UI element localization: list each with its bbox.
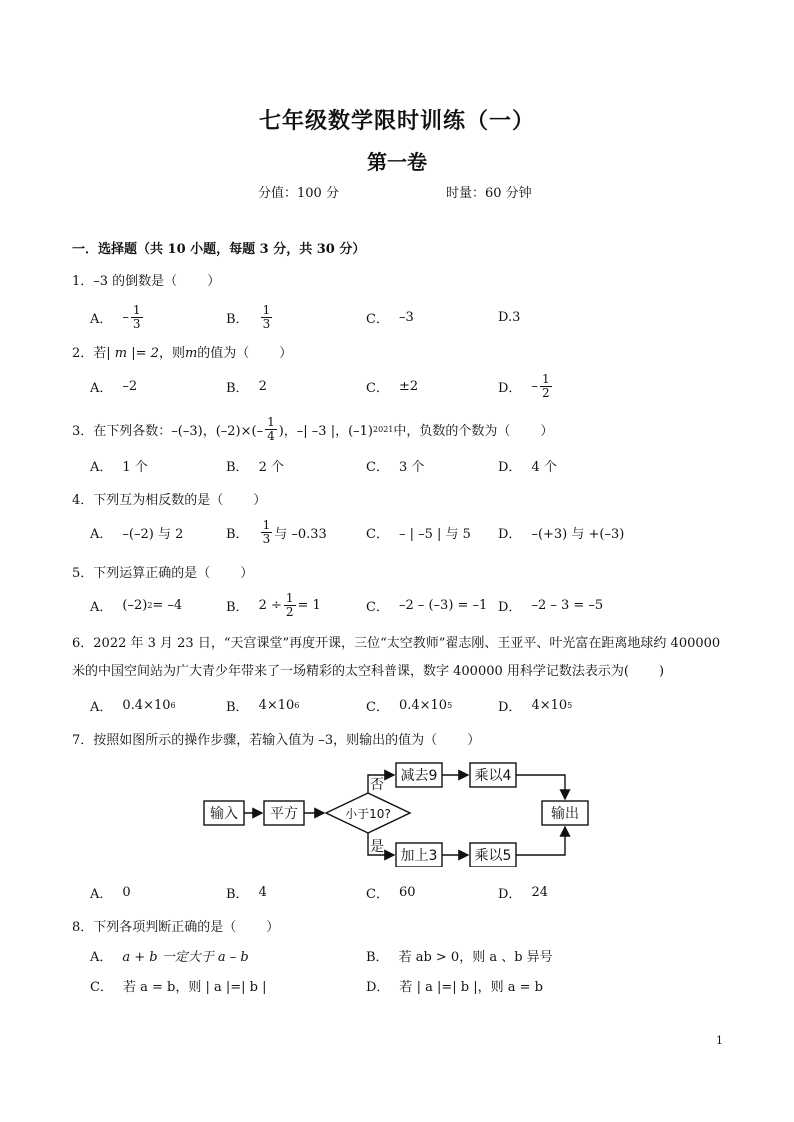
option-a[interactable]: A． – $\frac{1}{3}$ bbox=[90, 302, 141, 331]
page-title: 七年级数学限时训练（一） bbox=[258, 108, 535, 134]
question-8-options-row2 bbox=[90, 970, 730, 1000]
question-7-stem: 7．按照如图所示的操作步骤，若输入值为 –3，则输出的值为（ ） bbox=[72, 733, 481, 748]
option-c[interactable]: C． 0.4×10 5 bbox=[366, 697, 453, 715]
question-4-options bbox=[90, 517, 730, 547]
flow-output-label: 输出 bbox=[551, 806, 579, 822]
option-d[interactable]: D． 4 个 bbox=[498, 459, 557, 475]
fraction: $\frac{1}{3}$ bbox=[132, 302, 141, 331]
question-7-options bbox=[90, 877, 730, 907]
question-3-stem: 3．在下列各数： –(–3)，(–2)×(– $\frac{1}{4}$ )，–| –3 |，(–1) 2021 中，负数的个数为（ ） bbox=[72, 414, 554, 443]
option-a[interactable]: A． –2 bbox=[90, 378, 138, 396]
option-b[interactable]: B． $\frac{1}{3}$ 与 –0.33 bbox=[226, 517, 327, 546]
flow-multiply5-label: 乘以5 bbox=[474, 848, 512, 864]
page-number: 1 bbox=[716, 1034, 723, 1047]
option-a[interactable]: A． (–2) 2 = –4 bbox=[90, 597, 183, 615]
option-d[interactable]: D． 4×10 5 bbox=[498, 697, 573, 715]
option-b[interactable]: B． 2 个 bbox=[226, 459, 284, 475]
option-d[interactable]: D． –(+3) 与 +(–3) bbox=[498, 526, 625, 542]
question-5-options bbox=[90, 590, 730, 620]
question-6-options bbox=[90, 690, 730, 720]
option-a[interactable]: A． –(–2) 与 2 bbox=[90, 526, 184, 542]
option-d[interactable]: D． 24 bbox=[498, 884, 548, 902]
option-b[interactable]: B． 2 ÷ $\frac{1}{2}$ = 1 bbox=[226, 590, 321, 619]
option-c[interactable]: C． ±2 bbox=[366, 378, 419, 396]
option-c[interactable]: C． 若 a = b，则 | a |=| b | bbox=[90, 979, 267, 995]
option-d[interactable]: D． –2 – 3 = –5 bbox=[498, 597, 604, 615]
question-2-options bbox=[90, 371, 730, 401]
option-c[interactable]: C． 3 个 bbox=[366, 459, 425, 475]
option-c[interactable]: C． 60 bbox=[366, 884, 416, 902]
fraction: $\frac{1}{4}$ bbox=[267, 414, 275, 443]
option-c[interactable]: C． – | –5 | 与 5 bbox=[366, 526, 471, 542]
flow-yes-label: 是 bbox=[370, 839, 384, 855]
option-a[interactable]: A． 0.4×10 6 bbox=[90, 697, 176, 715]
option-b[interactable]: B． 4 bbox=[226, 884, 267, 902]
option-c[interactable]: C． –3 bbox=[366, 309, 414, 327]
time-label: 时量：60 分钟 bbox=[446, 186, 532, 201]
flow-input-label: 输入 bbox=[210, 806, 238, 822]
question-1-options bbox=[90, 302, 730, 332]
flow-condition-label: 小于10? bbox=[345, 807, 391, 821]
flowchart-diagram bbox=[200, 757, 600, 867]
question-2-stem: 2．若| m |= 2，则m的值为（ ） bbox=[72, 346, 293, 361]
flow-square-label: 平方 bbox=[270, 806, 298, 822]
question-5-stem: 5．下列运算正确的是（ ） bbox=[72, 566, 254, 581]
question-8-stem: 8．下列各项判断正确的是（ ） bbox=[72, 920, 280, 935]
option-b[interactable]: B． $\frac{1}{3}$ bbox=[226, 302, 271, 331]
fraction: $\frac{1}{2}$ bbox=[285, 590, 294, 619]
flow-subtract-label: 减去9 bbox=[400, 768, 438, 784]
option-b[interactable]: B． 2 bbox=[226, 378, 267, 396]
flow-add-label: 加上3 bbox=[400, 848, 438, 864]
option-d[interactable]: D． – $\frac{1}{2}$ bbox=[498, 371, 550, 400]
question-3-options bbox=[90, 450, 730, 480]
option-a[interactable]: A． a + b 一定大于 a – b bbox=[90, 949, 249, 965]
option-c[interactable]: C． –2 – (–3) = –1 bbox=[366, 597, 488, 615]
question-4-stem: 4．下列互为相反数的是（ ） bbox=[72, 493, 267, 508]
question-8-options-row1 bbox=[90, 940, 730, 970]
option-b[interactable]: B． 4×10 6 bbox=[226, 697, 300, 715]
score-label: 分值：100 分 bbox=[258, 186, 339, 201]
flow-multiply4-label: 乘以4 bbox=[474, 768, 512, 784]
option-d[interactable]: D.3 bbox=[498, 309, 521, 325]
option-d[interactable]: D． 若 | a |=| b |，则 a = b bbox=[366, 979, 543, 995]
fraction: $\frac{1}{3}$ bbox=[262, 302, 271, 331]
option-a[interactable]: A． 0 bbox=[90, 884, 131, 902]
page-subtitle: 第一卷 bbox=[367, 150, 427, 174]
section-title: 一．选择题（共 10 小题，每题 3 分，共 30 分） bbox=[72, 242, 366, 257]
option-b[interactable]: B． 若 ab > 0，则 a 、b 异号 bbox=[366, 949, 553, 965]
question-6-stem: 6．2022 年 3 月 23 日，“天宫课堂”再度开课，三位“太空教师”翟志刚、王亚平、叶光富在距离地球约 400000 米的中国空间站为广大青少年带来了一场精彩的太空科普课，数字 400000 用科学记数法表示为( ) bbox=[72, 636, 721, 679]
option-a[interactable]: A． 1 个 bbox=[90, 459, 148, 475]
question-1-stem: 1．–3 的倒数是（ ） bbox=[72, 274, 221, 289]
fraction: $\frac{1}{3}$ bbox=[262, 517, 271, 546]
fraction: $\frac{1}{2}$ bbox=[541, 371, 550, 400]
flow-no-label: 否 bbox=[370, 777, 384, 793]
